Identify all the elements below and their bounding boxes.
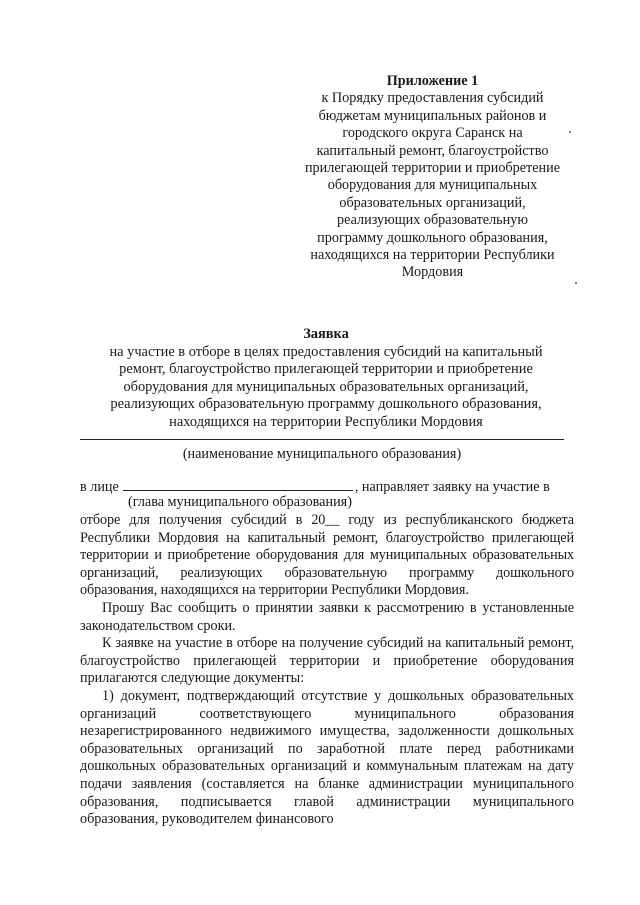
appendix-line: бюджетам муниципальных районов и (318, 107, 547, 124)
application-subtitle-line: ремонт, благоустройство прилегающей территории и приобретение (119, 361, 533, 378)
paragraph-request: Прошу Вас сообщить о принятии заявки к рассмотрению в установленные законодательством сроки. (80, 599, 574, 634)
appendix-line: реализующих образовательную (337, 212, 528, 229)
scan-speck (575, 282, 577, 284)
application-title: Заявка (303, 326, 349, 342)
application-subtitle-line: реализующих образовательную программу дошкольного образования, (110, 396, 542, 413)
municipality-caption: (наименование муниципального образования) (182, 446, 462, 462)
appendix-line: находящихся на территории Республики (310, 247, 555, 264)
head-caption: (глава муниципального образования) (128, 494, 352, 510)
paragraph-selection: отборе для получения субсидий в 20__ году из республиканского бюджета Республики Мордовия на капитальный ремонт, благоустройство прилегающей территории и приобретение оборудования для муниципальных образовательных организаций, реализующих образовательную программу дошкольного образования, находящихся на территории Республики Мордовия. (80, 512, 574, 599)
application-subtitle-line: на участие в отборе в целях предоставления субсидий на капитальный (109, 343, 543, 360)
application-subtitle-line: оборудования для муниципальных образовательных организаций, (123, 378, 529, 395)
appendix-line: городского округа Саранск на (342, 125, 523, 142)
paragraph-attachments: К заявке на участие в отборе на получение субсидий на капитальный ремонт, благоустройство прилегающей территории и приобретение оборудования прилагаются следующие документы: (80, 635, 574, 687)
in-person-suffix: , направляет заявку на участие в (354, 479, 550, 495)
application-subtitle-line: находящихся на территории Республики Мордовия (169, 413, 483, 430)
appendix-block (290, 73, 575, 282)
paragraph-document-1: 1) документ, подтверждающий отсутствие у дошкольных образовательных организаций соответствующего муниципального образования незарегистрированного недвижимого имущества, задолженности дошкольных образовательных организаций по заработной плате перед работниками дошкольных образовательных организаций и коммунальным платежам на дату подачи заявления (составляется на бланке администрации муниципального образования, подписывается главой администрации муниципального образования, руководителем финансового (80, 687, 574, 828)
appendix-line: программу дошкольного образования, (317, 229, 548, 246)
appendix-line: капитальный ремонт, благоустройство (316, 142, 549, 159)
scan-speck (569, 131, 571, 133)
application-body (80, 512, 574, 829)
appendix-line: образовательных организаций, (339, 194, 526, 211)
appendix-title: Приложение 1 (386, 73, 479, 89)
appendix-line: Мордовия (401, 264, 464, 281)
appendix-line: оборудования для муниципальных (327, 177, 538, 194)
appendix-line: прилегающей территории и приобретение (304, 160, 561, 177)
municipality-blank-line (80, 439, 564, 440)
appendix-line: к Порядку предоставления субсидий (321, 90, 544, 107)
application-heading (80, 326, 572, 432)
head-name-blank (123, 478, 353, 491)
in-person-prefix: в лице (80, 479, 119, 495)
